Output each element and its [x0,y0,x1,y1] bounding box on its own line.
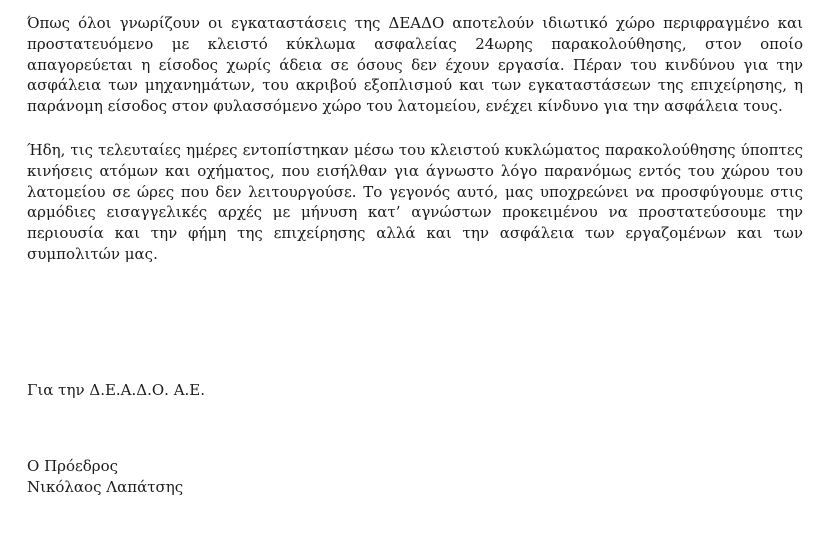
letter-body [27,13,803,265]
signature-block [27,456,183,498]
signer-name: Νικόλαος Λαπάτσης [27,478,184,496]
signoff-line: Για την Δ.Ε.Α.Δ.Ο. Α.Ε. [27,381,206,399]
signer-title: Ο Πρόεδρος [27,457,119,475]
paragraph-incident: Ήδη, τις τελευταίες ημέρες εντοπίστηκαν μέσω του κλειστού κυκλώματος παρακολούθησης ύποπτες κινήσεις ατόμων και οχήματος, που εισήλθαν για άγνωστο λόγο παρανόμως εντός του χώρου του λατομείου σε ώρες που δεν λειτουργούσε. Το γεγονός αυτό, μας υποχρεώνει να προσφύγουμε στις αρμόδιες εισαγγελικές αρχές με μήνυση κατ’ αγνώστων προκειμένου να προστατεύσουμε την περιουσία και την φήμη της επιχείρησης αλλά και την ασφάλεια των εργαζομένων και των συμπολιτών μας. [27,140,803,263]
paragraph-intro: Όπως όλοι γνωρίζουν οι εγκαταστάσεις της ΔΕΑΔΟ αποτελούν ιδιωτικό χώρο περιφραγμένο και προστατευόμενο με κλειστό κύκλωμα ασφαλείας 24ωρης παρακολούθησης, στον οποίο απαγορεύεται η είσοδος χωρίς άδεια σε όσους δεν έχουν εργασία. Πέραν του κινδύνου για την ασφάλεια των μηχανημάτων, του ακριβού εξοπλισμού και των εγκαταστάσεων της επιχείρησης, η παράνομη είσοδος στον φυλασσόμενο χώρο του λατομείου, ενέχει κίνδυνο για την ασφάλεια τους. [27,14,803,116]
